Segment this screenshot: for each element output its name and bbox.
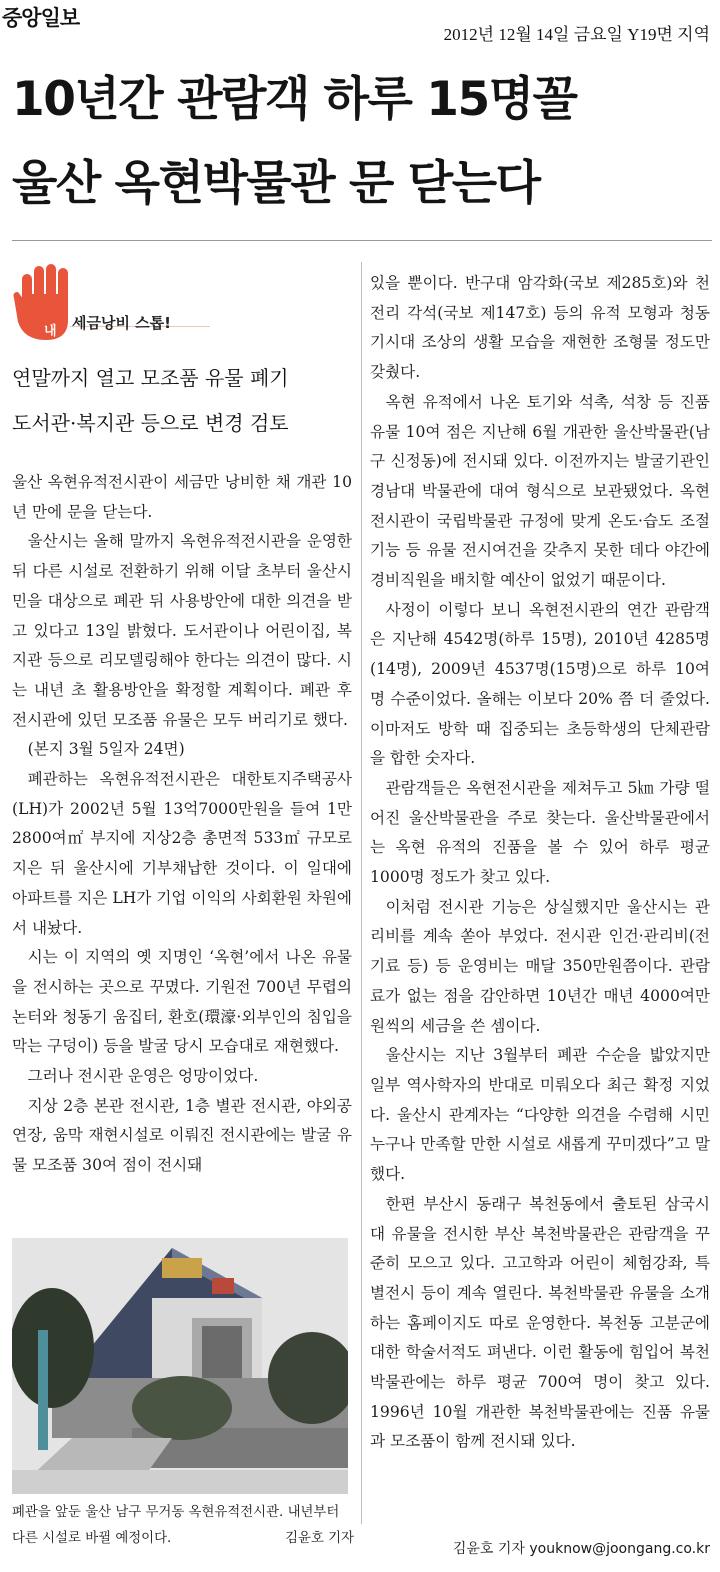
headline-divider <box>12 240 712 241</box>
newspaper-logo: 중앙일보 <box>2 6 80 30</box>
article-column-2 <box>370 269 710 1457</box>
series-badge-mark: 내 <box>44 324 57 339</box>
headline-line-1: 10년간 관람객 하루 15명꼴 <box>12 72 577 127</box>
paragraph: 울산 옥현유적전시관이 세금만 낭비한 채 개관 10년 만에 문을 닫는다. <box>12 473 352 521</box>
series-badge-label: 세금낭비 스톱! <box>72 314 172 332</box>
paragraph: 관람객들은 옥현전시관을 제쳐두고 5㎞ 가량 떨어진 울산박물관을 주로 찾는다. 울산박물관에서는 옥현 유적의 진품을 볼 수 있어 하루 평균 1000명 정도가 찾고 있다. <box>370 778 710 887</box>
paragraph: 옥현 유적에서 나온 토기와 석촉, 석창 등 진품유물 10여 점은 지난해 6월 개관한 울산박물관(남구 신정동)에 전시돼 있다. 이전까지는 발굴기관인 경남대 박물관에 대여 형식으로 보관됐었다. 옥현전시관이 국립박물관 규정에 맞게 온도·습도 조절기능 등 유물 전시여건을 갖추지 못한 데다 야간에 경비직원을 배치할 예산이 없었기 때문이다. <box>370 392 710 590</box>
museum-building-illustration <box>12 1238 348 1494</box>
paragraph: 폐관하는 옥현유적전시관은 대한토지주택공사(LH)가 2002년 5월 13억7000만원을 들여 1만2800여㎡ 부지에 지상2층 총면적 533㎡ 규모로 지은 뒤 울산시에 기부채납한 것이다. 이 일대에 아파트를 지은 LH가 기업 이익의 사회환원 차원에서 내놨다. <box>12 770 352 937</box>
column-divider <box>361 262 362 1524</box>
paragraph: 한편 부산시 동래구 복천동에서 출토된 삼국시대 유물을 전시한 부산 복천박물관은 관람객을 꾸준히 모으고 있다. 고고학과 어린이 체험강좌, 특별전시 등이 계속 열린다. 복천박물관 유물을 소개하는 홈페이지도 따로 운영한다. 복천동 고분군에 대한 학술서적도 펴낸다. 이런 활동에 힘입어 복천박물관에는 하루 평균 700여 명이 찾고 있다. 1996년 10월 개관한 복천박물관에는 진품 유물과 모조품이 함께 전시돼 있다. <box>370 1194 710 1451</box>
article-column-1 <box>12 468 352 1181</box>
photo-caption <box>12 1500 354 1552</box>
headline <box>12 58 712 226</box>
masthead <box>0 0 720 44</box>
dateline: 2012년 12월 14일 금요일 Y19면 지역 <box>443 25 710 44</box>
paragraph: 사정이 이렇다 보니 옥현전시관의 연간 관람객은 지난해 4542명(하루 15명), 2010년 4285명(14명), 2009년 4537명(15명)으로 하루 10여 명 수준이었다. 올해는 이보다 20% 쯤 더 줄었다. 이마저도 방학 때 집중되는 초등학생의 단체관람을 합한 숫자다. <box>370 600 710 768</box>
museum-photo <box>12 1238 348 1494</box>
subheadline-line-1: 연말까지 열고 모조품 유물 폐기 <box>12 366 289 390</box>
paragraph: 울산시는 올해 말까지 옥현유적전시관을 운영한 뒤 다른 시설로 전환하기 위해 이달 초부터 울산시민을 대상으로 폐관 뒤 사용방안에 대한 의견을 받고 있다고 13일 밝혔다. 도서관이나 어린이집, 복지관 등으로 리모델링해야 한다는 의견이 많다. 시는 내년 초 활용방안을 확정할 계획이다. 폐관 후 전시관에 있던 모조품 유물은 모두 버리기로 했다. (본지 3월 5일자 24면) <box>12 527 352 765</box>
series-badge <box>10 264 210 344</box>
paragraph: 이처럼 전시관 기능은 상실했지만 울산시는 관리비를 계속 쏟아 부었다. 전시관 인건·관리비(전기료 등) 등 운영비는 매달 350만원쯤이다. 관람료가 없는 점을 감안하면 10년간 매년 4000여만원씩의 세금을 쓴 셈이다. <box>370 897 710 1035</box>
subheadline <box>12 356 357 446</box>
paragraph: 시는 이 지역의 옛 지명인 ‘옥현’에서 나온 유물을 전시하는 곳으로 꾸몄다. 기원전 700년 무렵의 논터와 청동기 움집터, 환호(環濠·외부인의 침입을 막는 구덩이) 등을 발굴 당시 모습대로 재현했다. <box>12 948 352 1056</box>
reference-note: (본지 3월 5일자 24면) <box>27 740 185 759</box>
paragraph: 울산시는 지난 3월부터 폐관 수순을 밟았지만 일부 역사학자의 반대로 미뤄오다 최근 확정 지었다. 울산시 관계자는 “다양한 의견을 수렴해 시민 누구나 만족할 만한 시설로 새롭게 꾸미겠다”고 말했다. <box>370 1046 710 1184</box>
paragraph: 있을 뿐이다. 반구대 암각화(국보 제285호)와 천전리 각석(국보 제147호) 등의 유적 모형과 청동기시대 조상의 생활 모습을 재현한 조형물 정도만 갖췄다. <box>370 274 710 382</box>
byline: 김윤호 기자 youknow@joongang.co.kr <box>452 1541 710 1557</box>
paragraph: 지상 2층 본관 전시관, 1층 별관 전시관, 야외공연장, 움막 재현시설로 이뤄진 전시관에는 발굴 유물 모조품 30여 점이 전시돼 <box>12 1096 352 1175</box>
subheadline-line-2: 도서관·복지관 등으로 변경 검토 <box>12 411 289 435</box>
photo-credit: 김윤호 기자 <box>285 1531 354 1546</box>
headline-line-2: 울산 옥현박물관 문 닫는다 <box>12 156 540 211</box>
paragraph: 그러나 전시관 운영은 엉망이었다. <box>27 1067 259 1086</box>
photo-caption-text: 폐관을 앞둔 울산 남구 무거동 옥현유적전시관. 내년부터 다른 시설로 바뀔 예정이다. <box>12 1505 340 1546</box>
